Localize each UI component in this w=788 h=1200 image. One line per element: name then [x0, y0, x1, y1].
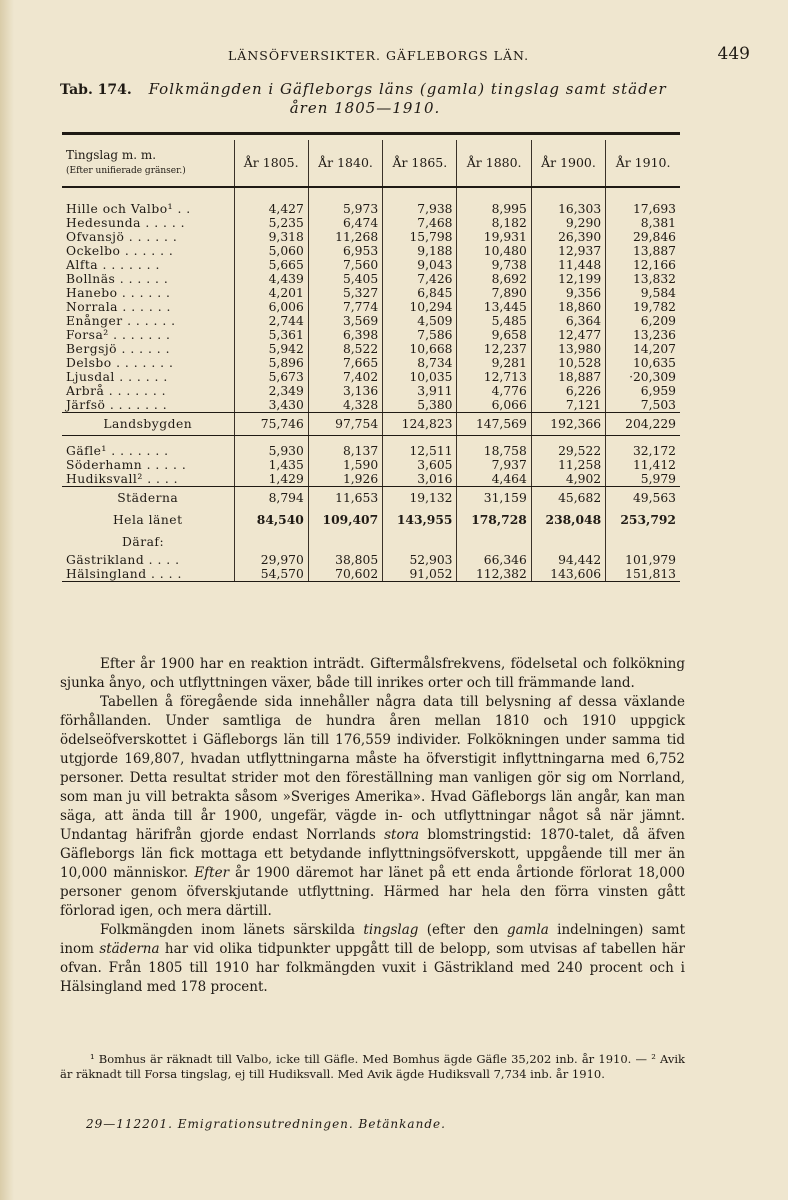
table-cell: 10,480	[457, 244, 531, 258]
table-cell: 5,665	[234, 258, 308, 272]
body-text	[60, 655, 685, 997]
table-cell: 26,390	[531, 230, 605, 244]
table-cell	[234, 531, 308, 553]
table-cell: 12,166	[606, 258, 680, 272]
table-cell: 7,121	[531, 398, 605, 413]
table-cell: 12,937	[531, 244, 605, 258]
table-cell	[606, 436, 680, 445]
table-cell: 8,794	[234, 487, 308, 510]
table-cell: 253,792	[606, 509, 680, 531]
table-row	[62, 300, 680, 314]
table-cell: 143,955	[383, 509, 457, 531]
table-top-rule	[62, 132, 680, 135]
table-cell	[383, 436, 457, 445]
table-cell: 10,668	[383, 342, 457, 356]
table-cell: 52,903	[383, 553, 457, 567]
table-cell: 16,303	[531, 202, 605, 216]
table-cell: 7,560	[308, 258, 382, 272]
table-cell	[383, 531, 457, 553]
table-cell: 7,468	[383, 216, 457, 230]
table-cell: 13,236	[606, 328, 680, 342]
text-run: Folkmängden inom länets särskilda	[100, 922, 356, 938]
daraf-row	[62, 531, 680, 553]
table-cell: 6,474	[308, 216, 382, 230]
table-cell: 4,902	[531, 472, 605, 487]
spacer-row	[62, 436, 680, 445]
table-cell: 5,973	[308, 202, 382, 216]
table-cell: 9,584	[606, 286, 680, 300]
table-row	[62, 258, 680, 272]
table-cell	[234, 187, 308, 202]
table-cell: ·20,309	[606, 370, 680, 384]
paragraph-3	[60, 921, 685, 997]
table-row	[62, 398, 680, 413]
table-row	[62, 567, 680, 582]
table-row	[62, 553, 680, 567]
staderna-row	[62, 487, 680, 510]
table-row	[62, 328, 680, 342]
table-cell: 8,734	[383, 356, 457, 370]
header-year: År 1900.	[531, 140, 605, 187]
table-cell: 8,522	[308, 342, 382, 356]
row-label: Hille och Valbo¹ . .	[66, 202, 191, 216]
table-cell	[308, 187, 382, 202]
spacer-row	[62, 187, 680, 202]
table-cell: 6,209	[606, 314, 680, 328]
row-label: Enånger . . . . . .	[66, 314, 176, 328]
table-cell: 3,430	[234, 398, 308, 413]
table-label: Tab. 174.	[60, 82, 132, 98]
table-cell: 4,464	[457, 472, 531, 487]
table-cell: 11,448	[531, 258, 605, 272]
table-cell	[457, 187, 531, 202]
row-label: Städerna	[117, 491, 179, 505]
table-cell: 5,380	[383, 398, 457, 413]
header-tingslag-note: (Efter unifierade gränser.)	[66, 166, 186, 176]
table-cell: 124,823	[383, 413, 457, 436]
table-cell: 6,845	[383, 286, 457, 300]
table-row	[62, 472, 680, 487]
text-run: Tabellen å föregående sida innehåller några data till belysning af dessa växlande förhållanden. Under samtliga de hundra åren mellan 1810 och 1910 uppgick ödelseöfverskottet i Gäfleborgs län till 176,559 individer. Folkökningen under samma tid utgjorde 169,807, hvadan utflyttningarna måste ha öfverstigit inflyttningarna med 6,752 personer. Detta resultat strider mot den föreställning man vanligen gör sig om Norrland, som man ju vill betrakta såsom »Sveriges Amerika». Hvad Gäfleborgs län angår, kan man säga, att ända till år 1900, ungefär, vägde in- och utflyttningar något så när jämnt. Undantag härifrån gjorde endast Norrlands	[60, 694, 685, 843]
table-cell: 10,528	[531, 356, 605, 370]
table-cell: 151,813	[606, 567, 680, 582]
table-cell: 1,429	[234, 472, 308, 487]
row-label: Ockelbo . . . . . .	[66, 244, 174, 258]
table-cell: 32,172	[606, 444, 680, 458]
table-cell: 7,665	[308, 356, 382, 370]
table-cell: 3,605	[383, 458, 457, 472]
table-row	[62, 244, 680, 258]
text-run: år 1900 däremot har länet på ett enda årtionde förlorat 18,000 personer genom öfverskjutande utflyttning. Härmed har hela den förra vinsten gått förlorad igen, och mera därtill.	[60, 865, 685, 919]
table-cell: 7,937	[457, 458, 531, 472]
row-label	[62, 436, 234, 445]
table-cell: 5,060	[234, 244, 308, 258]
table-cell: 7,938	[383, 202, 457, 216]
running-title: LÄNSÖFVERSIKTER. GÄFLEBORGS LÄN.	[228, 48, 530, 63]
table-cell: 9,290	[531, 216, 605, 230]
table-cell: 204,229	[606, 413, 680, 436]
row-label: Landsbygden	[62, 413, 234, 436]
footnote-text: ¹ Bomhus är räknadt till Valbo, icke till Gäfle. Med Bomhus ägde Gäfle 35,202 inb. år 1910. — ² Avik är räknadt till Forsa tingslag, ej till Hudiksvall. Med Avik ägde Hudiksvall 7,734 inb. år 1910.	[60, 1052, 685, 1081]
table-cell: 5,942	[234, 342, 308, 356]
table-cell: 13,832	[606, 272, 680, 286]
header-year: År 1910.	[606, 140, 680, 187]
table-cell	[531, 531, 605, 553]
population-table	[62, 140, 680, 582]
table-cell: 101,979	[606, 553, 680, 567]
table-cell: 6,226	[531, 384, 605, 398]
paragraph-1: Efter år 1900 har en reaktion inträdt. Giftermålsfrekvens, födelsetal och folkökning sjunka ånyo, och utflyttningen växer, både till inrikes orter och till främmande land.	[60, 656, 685, 691]
print-signature: 29—112201. Emigrationsutredningen. Betänkande.	[86, 1117, 446, 1131]
table-cell: 4,328	[308, 398, 382, 413]
header-year: År 1865.	[383, 140, 457, 187]
table-cell: 4,439	[234, 272, 308, 286]
table-cell: 238,048	[531, 509, 605, 531]
table-title-line1: Folkmängden i Gäfleborgs läns (gamla) tingslag samt städer	[148, 80, 667, 98]
row-label: Järfsö . . . . . . .	[62, 398, 234, 413]
table-title-line2: åren 1805—1910.	[289, 99, 441, 117]
table-cell: 3,136	[308, 384, 382, 398]
row-label: Däraf:	[122, 535, 165, 549]
table-cell: 1,590	[308, 458, 382, 472]
table-cell: 29,846	[606, 230, 680, 244]
table-cell: 94,442	[531, 553, 605, 567]
row-label: Ofvansjö . . . . . .	[66, 230, 178, 244]
table-cell: 29,522	[531, 444, 605, 458]
row-label: Norrala . . . . . .	[66, 300, 171, 314]
table-cell: 9,188	[383, 244, 457, 258]
table-cell: 84,540	[234, 509, 308, 531]
table-cell: 5,361	[234, 328, 308, 342]
row-label: Hedesunda . . . . .	[66, 216, 186, 230]
table-cell: 1,926	[308, 472, 382, 487]
table-row	[62, 272, 680, 286]
row-label: Ljusdal . . . . . .	[66, 370, 168, 384]
table-cell: 8,137	[308, 444, 382, 458]
table-cell: 9,658	[457, 328, 531, 342]
table-cell: 19,931	[457, 230, 531, 244]
row-label: Delsbo . . . . . . .	[66, 356, 174, 370]
table-cell: 91,052	[383, 567, 457, 582]
table-cell: 11,268	[308, 230, 382, 244]
table-row	[62, 286, 680, 300]
table-cell: 192,366	[531, 413, 605, 436]
table-cell	[531, 436, 605, 445]
row-label: Bollnäs . . . . . .	[66, 272, 169, 286]
table-cell: 109,407	[308, 509, 382, 531]
table-cell: 7,774	[308, 300, 382, 314]
table-cell: 5,930	[234, 444, 308, 458]
table-cell: 5,327	[308, 286, 382, 300]
table-cell: 66,346	[457, 553, 531, 567]
table-cell	[308, 531, 382, 553]
table-cell: 49,563	[606, 487, 680, 510]
page-header	[60, 44, 760, 66]
table-cell: 31,159	[457, 487, 531, 510]
table-row	[62, 458, 680, 472]
header-year: År 1805.	[234, 140, 308, 187]
table-cell: 6,006	[234, 300, 308, 314]
table-cell: 75,746	[234, 413, 308, 436]
page-edge	[0, 0, 14, 1200]
table-cell: 19,132	[383, 487, 457, 510]
table-cell: 10,035	[383, 370, 457, 384]
table-cell: 11,258	[531, 458, 605, 472]
table-cell: 13,980	[531, 342, 605, 356]
header-year: År 1880.	[457, 140, 531, 187]
emphasis: städerna	[99, 941, 160, 957]
text-run: blomstringstid: 1870-talet, då äfven Gäfleborgs län fick mottaga ett betydande inflyttningsöfverskott, uppgående till mer än 10,000 människor.	[60, 827, 685, 881]
table-cell: 13,887	[606, 244, 680, 258]
table-cell: 11,412	[606, 458, 680, 472]
table-cell	[234, 436, 308, 445]
row-label: Alfta . . . . . . .	[66, 258, 160, 272]
table-cell: 8,692	[457, 272, 531, 286]
table-cell: 3,016	[383, 472, 457, 487]
row-label: Hanebo . . . . . .	[66, 286, 171, 300]
table-cell: 70,602	[308, 567, 382, 582]
table-cell: 8,182	[457, 216, 531, 230]
table-cell	[308, 436, 382, 445]
table-cell: 143,606	[531, 567, 605, 582]
table-cell: 38,805	[308, 553, 382, 567]
table-row	[62, 444, 680, 458]
row-label: Forsa² . . . . . . .	[66, 328, 171, 342]
table-cell: 19,782	[606, 300, 680, 314]
table-cell: 7,402	[308, 370, 382, 384]
header-year: År 1840.	[308, 140, 382, 187]
page-number: 449	[717, 44, 750, 64]
table-row	[62, 230, 680, 244]
table-cell: 9,356	[531, 286, 605, 300]
table-cell: 5,235	[234, 216, 308, 230]
table-cell: 9,318	[234, 230, 308, 244]
table-cell: 17,693	[606, 202, 680, 216]
paragraph-2	[60, 693, 685, 921]
table-header-row	[62, 140, 680, 187]
table-cell	[606, 531, 680, 553]
emphasis: Efter	[194, 865, 230, 881]
emphasis: gamla	[506, 922, 549, 938]
table-cell: 147,569	[457, 413, 531, 436]
table-cell: 9,738	[457, 258, 531, 272]
table-cell: 12,237	[457, 342, 531, 356]
table-cell: 7,426	[383, 272, 457, 286]
table-row	[62, 384, 680, 398]
row-label: Hela länet	[112, 513, 183, 527]
table-cell: 11,653	[308, 487, 382, 510]
table-cell: 5,673	[234, 370, 308, 384]
table-cell: 6,364	[531, 314, 605, 328]
row-label	[62, 187, 234, 202]
table-cell: 15,798	[383, 230, 457, 244]
table-cell: 6,398	[308, 328, 382, 342]
table-cell: 8,381	[606, 216, 680, 230]
row-label: Bergsjö . . . . . .	[66, 342, 170, 356]
table-cell	[383, 187, 457, 202]
table-cell: 10,635	[606, 356, 680, 370]
table-cell: 178,728	[457, 509, 531, 531]
table-cell: 5,485	[457, 314, 531, 328]
table-cell: 10,294	[383, 300, 457, 314]
emphasis: stora	[384, 827, 420, 843]
table-cell: 2,744	[234, 314, 308, 328]
table-cell: 9,043	[383, 258, 457, 272]
table-row	[62, 216, 680, 230]
table-caption	[60, 80, 700, 117]
table-row	[62, 370, 680, 384]
table-cell	[457, 531, 531, 553]
table-cell: 8,995	[457, 202, 531, 216]
row-label: Gästrikland . . . .	[66, 553, 180, 567]
text-run: (efter den	[426, 922, 499, 938]
table-cell: 18,860	[531, 300, 605, 314]
table-cell: 45,682	[531, 487, 605, 510]
table-cell	[606, 187, 680, 202]
table-cell: 29,970	[234, 553, 308, 567]
row-label: Arbrå . . . . . . .	[66, 384, 167, 398]
table-cell: 6,066	[457, 398, 531, 413]
header-tingslag	[62, 140, 234, 187]
table-cell: 18,758	[457, 444, 531, 458]
table-cell: 12,199	[531, 272, 605, 286]
row-label: Hälsingland . . . .	[62, 567, 234, 582]
footnotes	[60, 1052, 685, 1081]
table-cell: 14,207	[606, 342, 680, 356]
table-cell	[531, 187, 605, 202]
header-tingslag-label: Tingslag m. m.	[66, 148, 157, 162]
table-cell: 3,911	[383, 384, 457, 398]
table-row	[62, 202, 680, 216]
table-cell: 18,887	[531, 370, 605, 384]
table-cell: 2,349	[234, 384, 308, 398]
table-row	[62, 314, 680, 328]
table-cell: 12,713	[457, 370, 531, 384]
landsbygden-row	[62, 413, 680, 436]
table-cell: 5,405	[308, 272, 382, 286]
table-cell: 4,509	[383, 314, 457, 328]
table-cell: 54,570	[234, 567, 308, 582]
text-run: indelningen) samt inom	[60, 922, 685, 957]
table-row	[62, 356, 680, 370]
table-cell: 4,427	[234, 202, 308, 216]
hela-lanet-row	[62, 509, 680, 531]
row-label: Hudiksvall² . . . .	[62, 472, 234, 487]
row-label: Söderhamn . . . . .	[66, 458, 187, 472]
row-label: Gäfle¹ . . . . . . .	[66, 444, 169, 458]
table-cell	[457, 436, 531, 445]
table-cell: 6,959	[606, 384, 680, 398]
table-cell: 4,201	[234, 286, 308, 300]
table-cell: 12,477	[531, 328, 605, 342]
table-cell: 5,979	[606, 472, 680, 487]
table-cell: 97,754	[308, 413, 382, 436]
table-cell: 7,890	[457, 286, 531, 300]
table-cell: 4,776	[457, 384, 531, 398]
table-cell: 6,953	[308, 244, 382, 258]
table-cell: 7,586	[383, 328, 457, 342]
emphasis: tingslag	[363, 922, 419, 938]
table-cell: 13,445	[457, 300, 531, 314]
table-cell: 7,503	[606, 398, 680, 413]
text-run: har vid olika tidpunkter uppgått till de belopp, som utvisas af tabellen här ofvan. Från 1805 till 1910 har folkmängden vuxit i Gästrikland med 240 procent och i Hälsingland med 178 procent.	[60, 941, 686, 995]
table-cell: 12,511	[383, 444, 457, 458]
table-cell: 9,281	[457, 356, 531, 370]
table-row	[62, 342, 680, 356]
table-cell: 5,896	[234, 356, 308, 370]
table-cell: 1,435	[234, 458, 308, 472]
table-cell: 3,569	[308, 314, 382, 328]
table-cell: 112,382	[457, 567, 531, 582]
